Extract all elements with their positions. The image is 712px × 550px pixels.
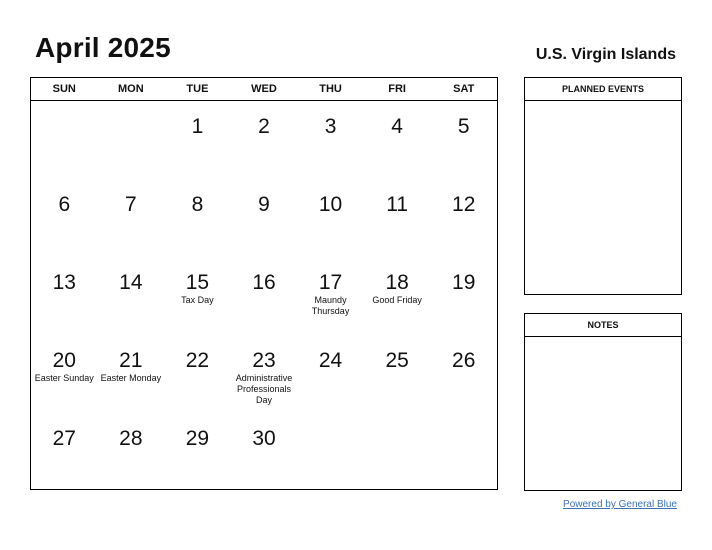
day-cell <box>164 101 231 179</box>
day-cell <box>98 179 165 257</box>
day-cell <box>364 101 431 179</box>
page-title: April 2025 <box>35 32 171 63</box>
day-cell <box>430 413 497 491</box>
holiday-label: Administrative Professionals Day <box>235 373 293 405</box>
day-cell <box>231 413 298 491</box>
day-cell <box>31 179 98 257</box>
calendar-days <box>31 101 497 491</box>
weekday-header <box>31 78 497 101</box>
day-number: 5 <box>457 115 470 138</box>
day-number: 17 <box>318 271 343 294</box>
weekday-tue: TUE <box>186 83 209 95</box>
day-number: 8 <box>191 193 204 216</box>
day-cell <box>231 179 298 257</box>
day-number: 30 <box>252 427 276 450</box>
planned-events-panel <box>524 77 682 295</box>
day-number: 15 <box>185 271 210 294</box>
day-number: 27 <box>52 427 76 450</box>
day-number: 11 <box>386 193 409 216</box>
holiday-label: Easter Sunday <box>34 373 94 383</box>
day-cell <box>164 413 231 491</box>
holiday-label: Maundy Thursday <box>311 295 350 316</box>
day-number: 22 <box>185 349 210 372</box>
day-cell <box>297 413 364 491</box>
day-cell <box>364 413 431 491</box>
weekday-sun: SUN <box>52 83 76 95</box>
day-number: 14 <box>119 271 143 294</box>
day-number: 10 <box>318 193 343 216</box>
day-cell <box>297 179 364 257</box>
day-number: 4 <box>391 115 403 138</box>
day-number: 7 <box>125 193 137 216</box>
day-cell <box>98 335 165 413</box>
day-cell <box>231 101 298 179</box>
holiday-label: Easter Monday <box>100 373 162 383</box>
day-cell <box>430 179 497 257</box>
day-number: 26 <box>452 349 476 372</box>
day-cell <box>164 257 231 335</box>
day-number: 28 <box>119 427 143 450</box>
weekday-fri: FRI <box>388 83 406 95</box>
day-number: 9 <box>258 193 270 216</box>
day-number: 20 <box>52 349 76 372</box>
day-number: 16 <box>252 271 276 294</box>
weekday-sat: SAT <box>453 83 475 95</box>
day-number: 18 <box>385 271 409 294</box>
weekday-mon: MON <box>118 83 144 95</box>
day-cell <box>98 257 165 335</box>
day-number: 19 <box>452 271 476 294</box>
day-cell <box>31 413 98 491</box>
day-number: 25 <box>385 349 409 372</box>
day-cell <box>231 257 298 335</box>
notes-panel <box>524 313 682 491</box>
day-number: 12 <box>452 193 476 216</box>
holiday-label: Good Friday <box>372 295 422 305</box>
day-number: 24 <box>318 349 343 372</box>
day-number: 21 <box>119 349 143 372</box>
day-cell <box>164 179 231 257</box>
day-number: 23 <box>252 349 276 372</box>
region-label: U.S. Virgin Islands <box>535 46 676 63</box>
day-cell <box>364 179 431 257</box>
day-cell <box>430 257 497 335</box>
powered-by-link[interactable]: Powered by General Blue <box>563 499 677 510</box>
day-cell <box>364 257 431 335</box>
day-number: 29 <box>185 427 210 450</box>
notes-heading: NOTES <box>525 314 681 337</box>
day-cell <box>430 335 497 413</box>
day-cell <box>31 257 98 335</box>
day-number: 1 <box>191 115 204 138</box>
calendar-grid <box>30 77 498 490</box>
day-cell <box>297 257 364 335</box>
day-number: 3 <box>324 115 337 138</box>
day-number: 6 <box>58 193 71 216</box>
day-number: 13 <box>52 271 76 294</box>
day-cell <box>98 413 165 491</box>
planned-events-heading: PLANNED EVENTS <box>525 78 681 101</box>
weekday-thu: THU <box>319 83 342 95</box>
weekday-wed: WED <box>251 83 277 95</box>
day-cell <box>297 335 364 413</box>
day-cell <box>231 335 298 413</box>
day-cell <box>31 335 98 413</box>
day-cell <box>430 101 497 179</box>
day-cell <box>31 101 98 179</box>
day-number: 2 <box>258 115 270 138</box>
day-cell <box>164 335 231 413</box>
holiday-label: Tax Day <box>181 295 214 305</box>
day-cell <box>364 335 431 413</box>
day-cell <box>297 101 364 179</box>
day-cell <box>98 101 165 179</box>
